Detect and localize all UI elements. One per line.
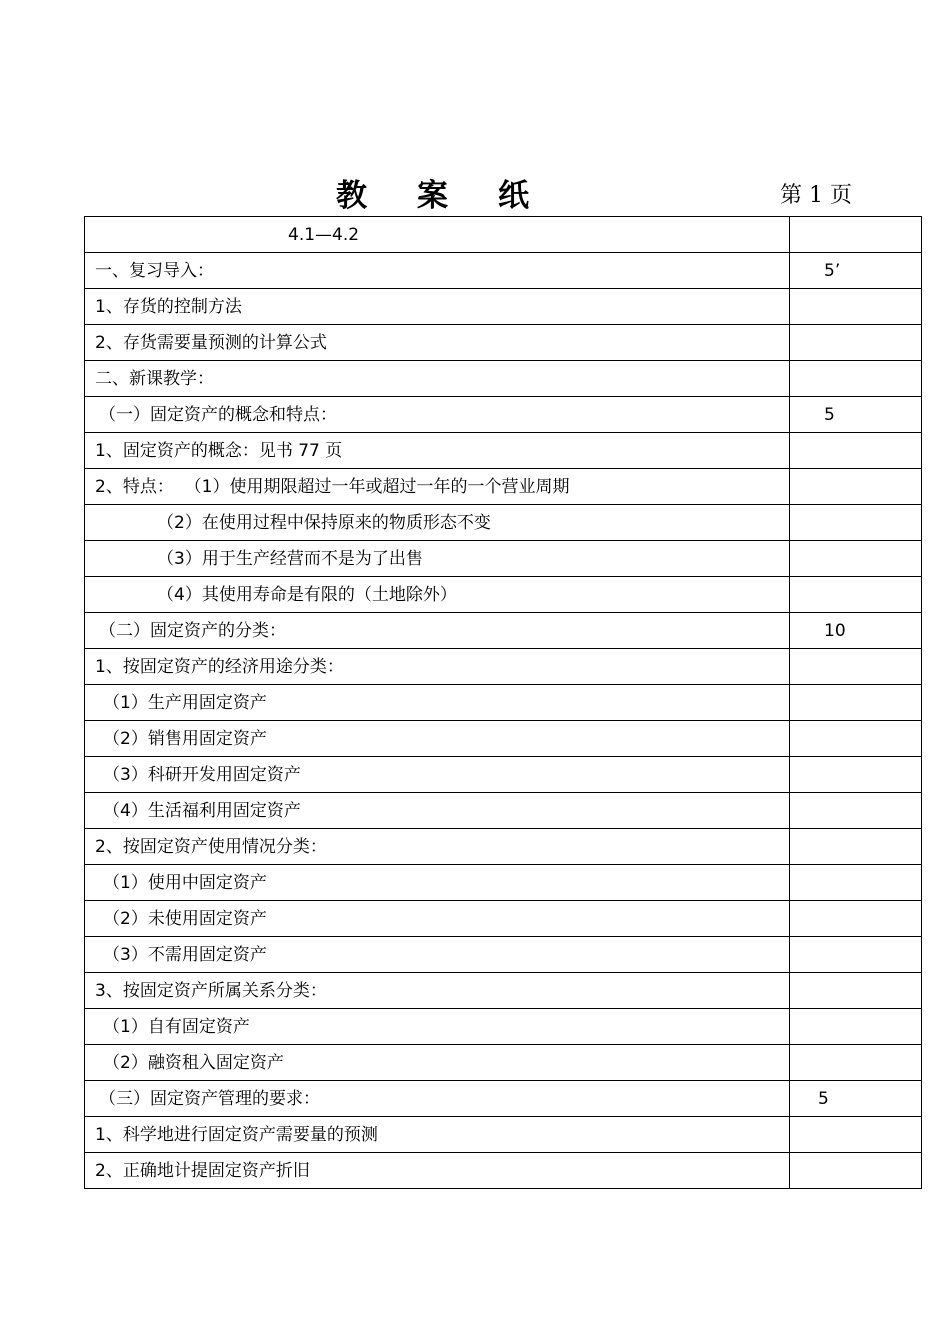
table-row	[85, 649, 922, 685]
content-cell: 2、特点： （1）使用期限超过一年或超过一年的一个营业周期	[85, 469, 790, 505]
table-row	[85, 1045, 922, 1081]
time-cell	[790, 361, 922, 397]
table-row	[85, 1117, 922, 1153]
table-row	[85, 361, 922, 397]
time-cell: 10	[790, 613, 922, 649]
content-cell: （3）用于生产经营而不是为了出售	[85, 541, 790, 577]
time-cell	[790, 1153, 922, 1189]
table-row	[85, 937, 922, 973]
table-row	[85, 865, 922, 901]
time-cell	[790, 1117, 922, 1153]
table-row	[85, 469, 922, 505]
time-cell	[790, 829, 922, 865]
table-row	[85, 829, 922, 865]
content-cell: （2）融资租入固定资产	[85, 1045, 790, 1081]
table-row	[85, 721, 922, 757]
title-char-3: 纸	[498, 178, 529, 214]
title-char-1: 教	[336, 178, 367, 214]
time-cell	[790, 505, 922, 541]
time-cell: 5	[790, 1081, 922, 1117]
time-cell	[790, 469, 922, 505]
content-cell: （2）未使用固定资产	[85, 901, 790, 937]
table-row	[85, 541, 922, 577]
table-row	[85, 901, 922, 937]
page-title	[336, 170, 529, 215]
content-cell: （三）固定资产管理的要求：	[85, 1081, 790, 1117]
time-cell	[790, 433, 922, 469]
content-cell: （2）在使用过程中保持原来的物质形态不变	[85, 505, 790, 541]
time-cell	[790, 325, 922, 361]
time-cell	[790, 289, 922, 325]
content-cell: （1）使用中固定资产	[85, 865, 790, 901]
time-cell	[790, 901, 922, 937]
content-cell: 1、存货的控制方法	[85, 289, 790, 325]
time-cell	[790, 1009, 922, 1045]
content-cell: （2）销售用固定资产	[85, 721, 790, 757]
content-cell: 2、存货需要量预测的计算公式	[85, 325, 790, 361]
content-cell: 4.1—4.2	[85, 217, 790, 253]
content-cell: （二）固定资产的分类：	[85, 613, 790, 649]
time-cell	[790, 973, 922, 1009]
time-cell	[790, 649, 922, 685]
time-cell: 5’	[790, 253, 922, 289]
table-row	[85, 577, 922, 613]
table-row	[85, 253, 922, 289]
content-cell: 3、按固定资产所属关系分类：	[85, 973, 790, 1009]
content-cell: （1）生产用固定资产	[85, 685, 790, 721]
table-row	[85, 685, 922, 721]
lesson-plan-table	[84, 216, 922, 1189]
time-cell	[790, 937, 922, 973]
content-cell: （1）自有固定资产	[85, 1009, 790, 1045]
table-row	[85, 1081, 922, 1117]
content-cell: 1、科学地进行固定资产需要量的预测	[85, 1117, 790, 1153]
content-cell: （一）固定资产的概念和特点：	[85, 397, 790, 433]
title-char-2: 案	[417, 178, 448, 214]
content-cell: 2、正确地计提固定资产折旧	[85, 1153, 790, 1189]
table-row	[85, 397, 922, 433]
time-cell	[790, 757, 922, 793]
time-cell	[790, 865, 922, 901]
content-cell: （3）不需用固定资产	[85, 937, 790, 973]
table-row	[85, 613, 922, 649]
table-row	[85, 793, 922, 829]
table-row	[85, 217, 922, 253]
table-row	[85, 289, 922, 325]
table-row	[85, 973, 922, 1009]
content-cell: 一、复习导入：	[85, 253, 790, 289]
time-cell	[790, 577, 922, 613]
time-cell	[790, 217, 922, 253]
table-row	[85, 757, 922, 793]
time-cell	[790, 1045, 922, 1081]
time-cell	[790, 685, 922, 721]
content-cell: 2、按固定资产使用情况分类：	[85, 829, 790, 865]
time-cell	[790, 541, 922, 577]
table-row	[85, 433, 922, 469]
table-row	[85, 325, 922, 361]
time-cell: 5	[790, 397, 922, 433]
page-number: 第 1 页	[780, 183, 852, 208]
time-cell	[790, 721, 922, 757]
time-cell	[790, 793, 922, 829]
table-row	[85, 1153, 922, 1189]
table-row	[85, 505, 922, 541]
table-row	[85, 1009, 922, 1045]
content-cell: （4）生活福利用固定资产	[85, 793, 790, 829]
content-cell: （4）其使用寿命是有限的（土地除外）	[85, 577, 790, 613]
content-cell: 1、固定资产的概念：见书 77 页	[85, 433, 790, 469]
content-cell: 1、按固定资产的经济用途分类：	[85, 649, 790, 685]
content-cell: 二、新课教学：	[85, 361, 790, 397]
content-cell: （3）科研开发用固定资产	[85, 757, 790, 793]
